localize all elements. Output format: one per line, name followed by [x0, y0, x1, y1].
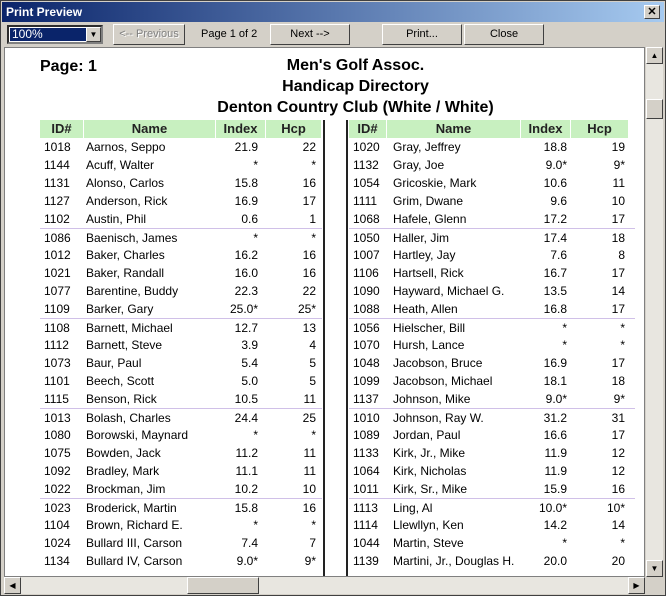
- scroll-left-icon[interactable]: ◀: [4, 577, 21, 594]
- member-hcp: 20: [611, 554, 625, 568]
- member-index: 11.2: [235, 446, 258, 460]
- table-row: [40, 408, 322, 426]
- table-row: [40, 192, 322, 210]
- member-name: Haller, Jim: [393, 231, 450, 245]
- member-id: 1114: [353, 518, 378, 532]
- member-name: Barnett, Steve: [86, 338, 163, 352]
- member-name: Gray, Joe: [393, 158, 445, 172]
- table-row: [349, 552, 635, 570]
- table-row: [349, 390, 635, 408]
- table-row: [349, 372, 635, 390]
- member-name: Bullard IV, Carson: [86, 554, 183, 568]
- member-name: Bowden, Jack: [86, 446, 161, 460]
- member-index: *: [253, 518, 258, 532]
- table-row: [349, 174, 635, 192]
- member-index: *: [562, 321, 567, 335]
- member-name: Barentine, Buddy: [86, 284, 179, 298]
- member-index: 16.0: [234, 266, 258, 280]
- member-name: Baker, Randall: [86, 266, 165, 280]
- member-index: 18.1: [543, 374, 567, 388]
- table-row: [40, 138, 322, 156]
- member-index: 11.1: [235, 464, 258, 478]
- table-row: [40, 390, 322, 408]
- member-id: 1007: [353, 248, 380, 262]
- report-page-number: Page: 1: [40, 58, 97, 75]
- member-id: 1101: [44, 374, 70, 388]
- window-title: Print Preview: [6, 5, 83, 19]
- member-hcp: 16: [302, 248, 316, 262]
- member-index: *: [562, 536, 567, 550]
- table-row: [349, 336, 635, 354]
- member-id: 1133: [353, 446, 379, 460]
- col-id: ID#: [40, 120, 84, 138]
- preview-area[interactable]: [4, 47, 645, 577]
- table-row: [40, 228, 322, 246]
- member-name: Grim, Dwane: [393, 194, 464, 208]
- member-name: Johnson, Mike: [393, 392, 471, 406]
- member-hcp: 8: [618, 248, 625, 262]
- table-row: [40, 174, 322, 192]
- member-hcp: 17: [611, 428, 625, 442]
- member-index: 15.9: [543, 482, 567, 496]
- col-index: Index: [216, 120, 266, 138]
- member-name: Beech, Scott: [86, 374, 155, 388]
- member-name: Hielscher, Bill: [393, 321, 466, 335]
- col-hcp: Hcp: [266, 120, 322, 138]
- member-index: 25.0*: [229, 302, 258, 316]
- member-id: 1112: [44, 338, 69, 352]
- member-id: 1044: [353, 536, 380, 550]
- member-index: 21.9: [234, 140, 258, 154]
- member-name: Barker, Gary: [86, 302, 154, 316]
- member-hcp: 22: [302, 284, 316, 298]
- member-index: 15.8: [234, 501, 258, 515]
- member-hcp: *: [311, 428, 316, 442]
- member-hcp: 25: [302, 411, 316, 425]
- member-index: 7.4: [241, 536, 258, 550]
- member-id: 1086: [44, 231, 71, 245]
- table-row: [349, 228, 635, 246]
- member-name: Bradley, Mark: [86, 464, 160, 478]
- member-index: 12.7: [234, 321, 258, 335]
- member-id: 1023: [44, 501, 71, 515]
- member-id: 1013: [44, 411, 71, 425]
- member-index: 16.6: [543, 428, 567, 442]
- member-id: 1080: [44, 428, 71, 442]
- member-name: Hursh, Lance: [393, 338, 465, 352]
- table-row: [40, 246, 322, 264]
- member-id: 1024: [44, 536, 71, 550]
- member-hcp: 12: [611, 446, 625, 460]
- member-index: 16.7: [543, 266, 567, 280]
- table-row: [40, 354, 322, 372]
- member-name: Ling, Al: [393, 501, 433, 515]
- previous-button[interactable]: <-- Previous: [113, 24, 185, 45]
- member-index: 9.6: [550, 194, 567, 208]
- right-table: [349, 120, 635, 570]
- member-hcp: 1: [309, 212, 316, 226]
- member-id: 1048: [353, 356, 380, 370]
- member-id: 1054: [353, 176, 380, 190]
- member-hcp: 9*: [304, 554, 316, 568]
- print-button[interactable]: Print...: [382, 24, 462, 45]
- member-index: 16.8: [543, 302, 567, 316]
- member-name: Johnson, Ray W.: [393, 411, 484, 425]
- member-hcp: 11: [612, 176, 625, 190]
- member-name: Baenisch, James: [86, 231, 178, 245]
- member-hcp: 12: [611, 464, 625, 478]
- member-name: Llewllyn, Ken: [393, 518, 464, 532]
- horizontal-scroll-thumb[interactable]: [187, 577, 259, 594]
- member-id: 1137: [353, 392, 379, 406]
- member-hcp: 11: [303, 464, 316, 478]
- member-name: Borowski, Maynard: [86, 428, 189, 442]
- member-index: 20.0: [543, 554, 567, 568]
- col-index: Index: [521, 120, 571, 138]
- member-id: 1075: [44, 446, 71, 460]
- member-index: 16.2: [234, 248, 258, 262]
- member-name: Baker, Charles: [86, 248, 165, 262]
- member-hcp: 16: [302, 501, 316, 515]
- member-id: 1021: [44, 266, 71, 280]
- table-row: [349, 282, 635, 300]
- member-hcp: 16: [611, 482, 625, 496]
- member-id: 1090: [353, 284, 380, 298]
- member-name: Austin, Phil: [86, 212, 147, 226]
- member-hcp: 17: [611, 356, 625, 370]
- member-hcp: 31: [611, 411, 625, 425]
- member-hcp: *: [620, 321, 625, 335]
- member-name: Heath, Allen: [393, 302, 458, 316]
- member-hcp: *: [311, 231, 316, 245]
- column-divider: [323, 120, 325, 577]
- member-id: 1077: [44, 284, 71, 298]
- col-name: Name: [84, 120, 216, 138]
- member-name: Acuff, Walter: [86, 158, 155, 172]
- member-index: *: [562, 338, 567, 352]
- close-icon[interactable]: ✕: [644, 5, 660, 19]
- member-name: Brockman, Jim: [86, 482, 166, 496]
- member-name: Martini, Jr., Douglas H.: [393, 554, 515, 568]
- member-name: Jacobson, Bruce: [393, 356, 483, 370]
- member-id: 1115: [44, 392, 69, 406]
- member-id: 1068: [353, 212, 380, 226]
- member-id: 1070: [353, 338, 380, 352]
- member-index: 9.0*: [545, 158, 567, 172]
- scroll-right-icon[interactable]: ▶: [628, 577, 645, 594]
- table-row: [40, 552, 322, 570]
- member-index: 9.0*: [545, 392, 567, 406]
- member-id: 1113: [353, 501, 378, 515]
- member-index: 17.4: [543, 231, 567, 245]
- table-row: [40, 282, 322, 300]
- member-hcp: 14: [611, 284, 625, 298]
- table-row: [349, 462, 635, 480]
- member-name: Bullard III, Carson: [86, 536, 183, 550]
- member-index: 10.2: [234, 482, 258, 496]
- member-hcp: *: [620, 338, 625, 352]
- table-row: [349, 426, 635, 444]
- member-name: Bolash, Charles: [86, 411, 171, 425]
- table-row: [40, 534, 322, 552]
- member-hcp: *: [620, 536, 625, 550]
- member-hcp: 10: [302, 482, 316, 496]
- table-row: [349, 408, 635, 426]
- member-hcp: 17: [302, 194, 316, 208]
- table-row: [349, 138, 635, 156]
- member-hcp: 14: [611, 518, 625, 532]
- member-name: Anderson, Rick: [86, 194, 168, 208]
- member-index: 15.8: [234, 176, 258, 190]
- member-index: 10.6: [543, 176, 567, 190]
- member-id: 1127: [44, 194, 70, 208]
- member-id: 1102: [44, 212, 70, 226]
- member-id: 1022: [44, 482, 71, 496]
- member-name: Barnett, Michael: [86, 321, 173, 335]
- member-name: Hafele, Glenn: [393, 212, 467, 226]
- table-row: [349, 516, 635, 534]
- member-hcp: 9*: [613, 392, 625, 406]
- member-name: Broderick, Martin: [86, 501, 177, 515]
- member-index: 11.9: [544, 446, 567, 460]
- table-row: [40, 264, 322, 282]
- zoom-value: 100%: [10, 28, 86, 41]
- member-id: 1064: [353, 464, 380, 478]
- member-name: Benson, Rick: [86, 392, 157, 406]
- member-name: Martin, Steve: [393, 536, 464, 550]
- member-name: Aarnos, Seppo: [86, 140, 166, 154]
- member-hcp: 18: [611, 231, 625, 245]
- table-row: [349, 444, 635, 462]
- close-button[interactable]: Close: [464, 24, 544, 45]
- member-index: 17.2: [543, 212, 567, 226]
- member-name: Hartley, Jay: [393, 248, 456, 262]
- member-id: 1108: [44, 321, 70, 335]
- table-row: [349, 498, 635, 516]
- member-name: Jordan, Paul: [393, 428, 461, 442]
- member-index: *: [253, 428, 258, 442]
- member-index: 13.5: [543, 284, 567, 298]
- member-id: 1018: [44, 140, 71, 154]
- member-hcp: 5: [309, 374, 316, 388]
- member-id: 1099: [353, 374, 380, 388]
- member-hcp: 22: [302, 140, 316, 154]
- table-row: [349, 192, 635, 210]
- member-id: 1020: [353, 140, 380, 154]
- member-name: Hartsell, Rick: [393, 266, 464, 280]
- table-row: [349, 264, 635, 282]
- member-name: Alonso, Carlos: [86, 176, 165, 190]
- member-index: 9.0*: [236, 554, 258, 568]
- member-id: 1092: [44, 464, 71, 478]
- member-hcp: 10*: [606, 501, 625, 515]
- member-name: Kirk, Nicholas: [393, 464, 467, 478]
- member-index: 22.3: [234, 284, 258, 298]
- member-id: 1089: [353, 428, 380, 442]
- member-hcp: *: [311, 158, 316, 172]
- table-row: [349, 534, 635, 552]
- member-hcp: 18: [611, 374, 625, 388]
- member-id: 1131: [44, 176, 70, 190]
- member-hcp: 13: [302, 321, 316, 335]
- table-row: [40, 210, 322, 228]
- member-id: 1134: [44, 554, 70, 568]
- table-row: [40, 318, 322, 336]
- member-hcp: 11: [303, 392, 316, 406]
- member-hcp: 16: [302, 266, 316, 280]
- member-name: Hayward, Michael G.: [393, 284, 505, 298]
- table-row: [349, 318, 635, 336]
- member-index: *: [253, 158, 258, 172]
- vertical-scrollbar[interactable]: [646, 47, 663, 577]
- member-hcp: 10: [611, 194, 625, 208]
- member-index: 7.6: [550, 248, 567, 262]
- member-index: 16.9: [543, 356, 567, 370]
- member-index: 31.2: [543, 411, 567, 425]
- col-hcp: Hcp: [571, 120, 629, 138]
- member-name: Gray, Jeffrey: [393, 140, 461, 154]
- member-hcp: 7: [309, 536, 316, 550]
- member-id: 1111: [353, 194, 378, 208]
- member-id: 1104: [44, 518, 70, 532]
- right-table-header: [349, 120, 635, 138]
- column-divider: [346, 120, 348, 577]
- member-id: 1050: [353, 231, 380, 245]
- member-hcp: 9*: [613, 158, 625, 172]
- member-index: 10.5: [234, 392, 258, 406]
- table-row: [40, 516, 322, 534]
- member-id: 1010: [353, 411, 380, 425]
- title-bar: [2, 2, 664, 22]
- member-id: 1056: [353, 321, 380, 335]
- member-id: 1073: [44, 356, 71, 370]
- report-title: Men's Golf Assoc.: [286, 57, 425, 74]
- member-name: Brown, Richard E.: [86, 518, 183, 532]
- member-id: 1088: [353, 302, 380, 316]
- table-row: [349, 246, 635, 264]
- horizontal-scrollbar[interactable]: [4, 577, 645, 594]
- member-name: Kirk, Jr., Mike: [393, 446, 466, 460]
- member-name: Kirk, Sr., Mike: [393, 482, 468, 496]
- table-row: [349, 300, 635, 318]
- table-row: [40, 372, 322, 390]
- left-table-header: [40, 120, 322, 138]
- member-id: 1109: [44, 302, 70, 316]
- member-id: 1144: [44, 158, 70, 172]
- member-name: Baur, Paul: [86, 356, 142, 370]
- table-row: [40, 462, 322, 480]
- col-id: ID#: [349, 120, 387, 138]
- left-table: [40, 120, 322, 570]
- member-index: *: [253, 231, 258, 245]
- member-index: 24.4: [234, 411, 258, 425]
- table-row: [349, 480, 635, 498]
- member-hcp: *: [311, 518, 316, 532]
- member-index: 18.8: [543, 140, 567, 154]
- member-id: 1139: [353, 554, 379, 568]
- member-hcp: 4: [309, 338, 316, 352]
- member-index: 14.2: [543, 518, 567, 532]
- table-row: [40, 336, 322, 354]
- toolbar: [2, 23, 664, 47]
- report-club: Denton Country Club (White / White): [217, 99, 494, 116]
- table-row: [40, 156, 322, 174]
- member-hcp: 16: [302, 176, 316, 190]
- member-hcp: 25*: [297, 302, 316, 316]
- member-index: 10.0*: [538, 501, 567, 515]
- member-index: 3.9: [241, 338, 258, 352]
- table-row: [349, 354, 635, 372]
- report-subtitle: Handicap Directory: [282, 78, 429, 95]
- scroll-down-icon[interactable]: ▼: [646, 560, 663, 577]
- next-button[interactable]: Next -->: [270, 24, 350, 45]
- table-row: [40, 498, 322, 516]
- table-row: [40, 480, 322, 498]
- table-row: [40, 426, 322, 444]
- member-name: Gricoskie, Mark: [393, 176, 477, 190]
- member-name: Jacobson, Michael: [393, 374, 493, 388]
- member-hcp: 11: [303, 446, 316, 460]
- member-id: 1012: [44, 248, 71, 262]
- table-row: [40, 444, 322, 462]
- table-row: [349, 210, 635, 228]
- member-hcp: 17: [611, 212, 625, 226]
- member-hcp: 19: [611, 140, 625, 154]
- member-hcp: 17: [611, 266, 625, 280]
- member-index: 11.9: [544, 464, 567, 478]
- page-indicator: Page 1 of 2: [201, 28, 258, 40]
- member-id: 1106: [353, 266, 379, 280]
- member-hcp: 17: [611, 302, 625, 316]
- zoom-select[interactable]: [7, 25, 103, 44]
- member-index: 5.4: [241, 356, 258, 370]
- member-index: 0.6: [241, 212, 258, 226]
- col-name: Name: [387, 120, 521, 138]
- chevron-down-icon[interactable]: ▼: [86, 27, 101, 42]
- member-id: 1011: [353, 482, 379, 496]
- scroll-up-icon[interactable]: ▲: [646, 47, 663, 64]
- scrollbar-corner: [646, 577, 663, 594]
- member-index: 16.9: [234, 194, 258, 208]
- member-index: 5.0: [241, 374, 258, 388]
- member-hcp: 5: [309, 356, 316, 370]
- vertical-scroll-thumb[interactable]: [646, 99, 663, 119]
- table-row: [40, 300, 322, 318]
- member-id: 1132: [353, 158, 379, 172]
- table-row: [349, 156, 635, 174]
